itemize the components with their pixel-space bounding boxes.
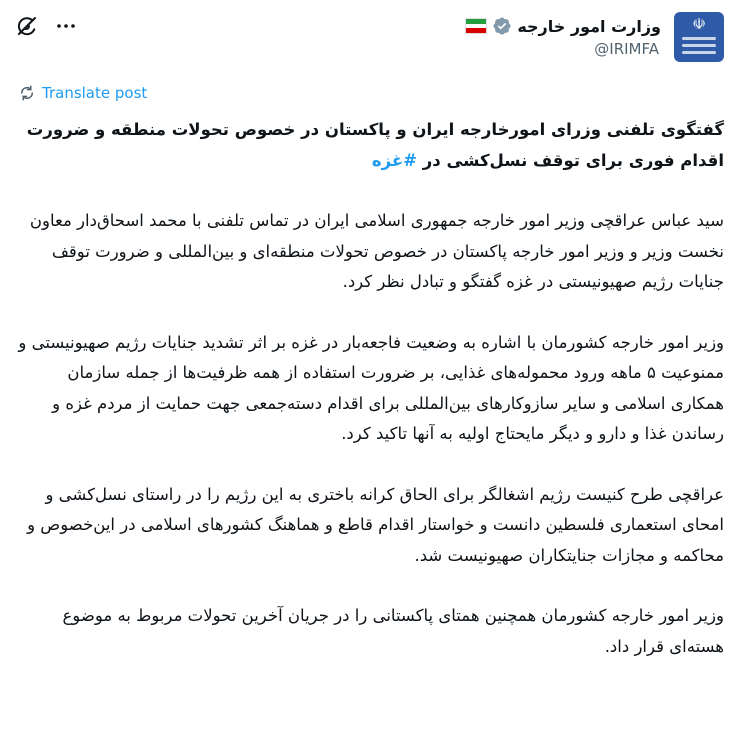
tweet-paragraph-4: وزیر امور خارجه کشورمان همچنین همتای پاکستانی را در جریان آخرین تحولات مربوط به موضوع هسته‌ای قرار داد.: [62, 606, 724, 656]
translate-label[interactable]: Translate post: [42, 84, 148, 102]
avatar[interactable]: [674, 12, 724, 62]
tweet-text: [18, 115, 724, 692]
iran-emblem-icon: ☫: [692, 15, 706, 33]
avatar-logo-lines: [682, 37, 716, 58]
hashtag-link[interactable]: #غزه: [371, 150, 418, 170]
display-name[interactable]: وزارت امور خارجه: [517, 16, 661, 36]
grok-icon[interactable]: [15, 14, 39, 38]
name-row: [465, 13, 661, 39]
handle[interactable]: @IRIMFA: [594, 40, 659, 58]
post-header: [0, 0, 741, 70]
translate-icon: [18, 84, 36, 102]
verified-badge-icon: [492, 16, 512, 36]
iran-flag-icon: [465, 18, 487, 34]
tweet-title-text: گفتگوی تلفنی وزرای امورخارجه ایران و پاکستان در خصوص تحولات منطقه و ضرورت اقدام فوری برای توقف نسل‌کشی در: [26, 120, 724, 170]
tweet-title: [18, 115, 724, 176]
translate-post-link[interactable]: [18, 84, 147, 102]
tweet-paragraph-2: وزیر امور خارجه کشورمان با اشاره به وضعیت فاجعه‌بار در غزه بر اثر تشدید جنایات رژیم صهیونیستی و ممنوعیت ۵ ماهه ورود محموله‌های غذایی، بر ضرورت استفاده از همه ظرفیت‌ها از جمله سازمان همکاری اسلامی و سایر سازوکارهای بین‌المللی برای اقدام دسته‌جمعی جهت حمایت از مردم غزه و رساندن غذا و دارو و دیگر مایحتاج اولیه به آنها تاکید کرد.: [18, 332, 724, 443]
more-icon[interactable]: [54, 14, 78, 38]
tweet-paragraph-3: عراقچی طرح کنیست رژیم اشغالگر برای الحاق کرانه باختری به این رژیم را در راستای نسل‌کشی و امحای استعماری فلسطین دانست و خواستار اقدام قاطع و هماهنگ کشورهای اسلامی در این‌خصوص و محاکمه و مجازات جنایتکاران صهیونیست شد.: [27, 484, 724, 565]
tweet-paragraph-1: سید عباس عراقچی وزیر امور خارجه جمهوری اسلامی ایران در تماس تلفنی با محمد اسحاق‌دار معاون نخست وزیر و وزیر امور خارجه پاکستان در خصوص تحولات منطقه‌ای و بین‌المللی و ضرورت توقف جنایات رژیم صهیونیستی در غزه گفتگو و تبادل نظر کرد.: [29, 211, 724, 291]
